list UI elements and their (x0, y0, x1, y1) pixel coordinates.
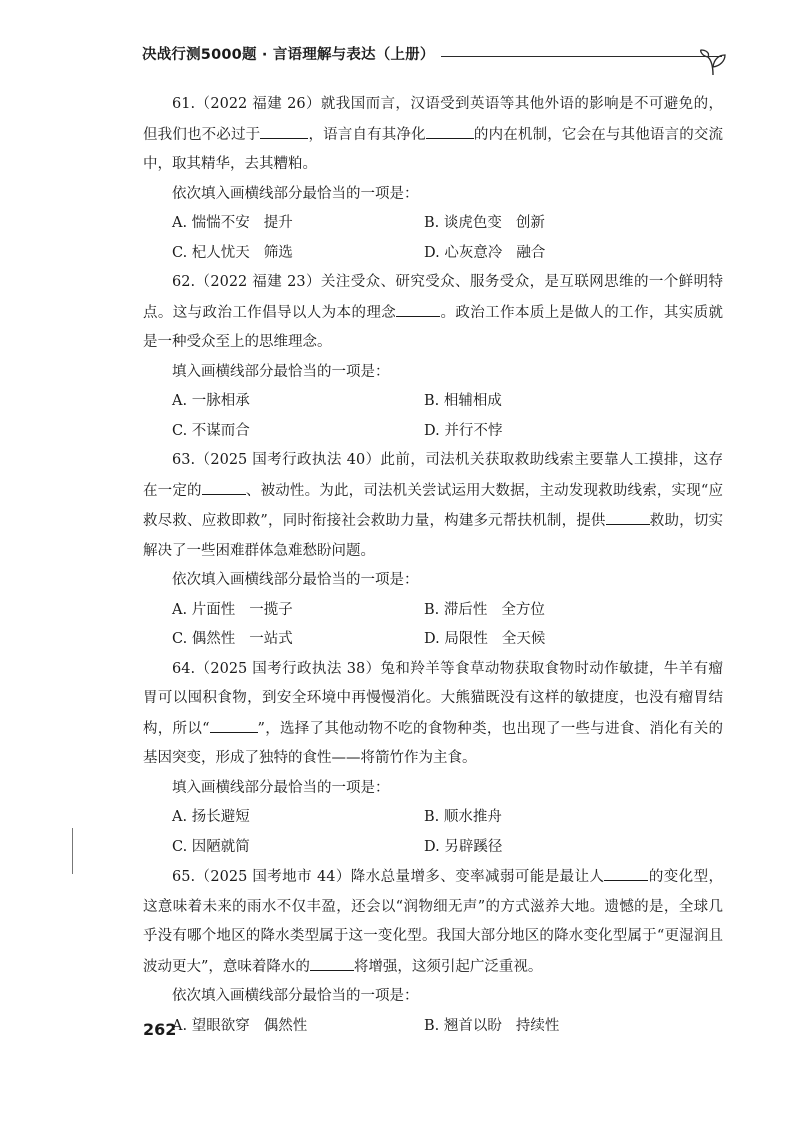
question-prompt: 填入画横线部分最恰当的一项是： (172, 779, 390, 796)
header-title: 决战行测5000题 · 言语理解与表达（上册） (142, 46, 435, 63)
question-stem: 62.（2022 福建 23）关注受众、研究受众、服务受众，是互联网思维的一个鲜明特点。这与政治工作倡导以人为本的理念 。政治工作本质上是做人的工作，其实质就是一种受众至上的思维理念。 (143, 274, 724, 350)
answer-blank (202, 476, 246, 495)
option-b: B. 谈虎色变 创新 (424, 215, 545, 231)
answer-blank (426, 120, 474, 139)
option-a: A. 惴惴不安 提升 (172, 215, 293, 231)
question-65 (143, 862, 723, 1041)
option-a: A. 望眼欲穿 偶然性 (172, 1017, 308, 1034)
option-c: C. 杞人忧天 筛选 (172, 244, 293, 261)
options-row (143, 625, 723, 655)
question-63 (143, 446, 723, 655)
question-prompt: 依次填入画横线部分最恰当的一项是： (172, 988, 419, 1004)
option-a: A. 片面性 一揽子 (172, 601, 293, 618)
question-prompt: 填入画横线部分最恰当的一项是： (172, 363, 390, 380)
answer-blank (310, 952, 354, 971)
answer-blank (210, 714, 258, 733)
option-b: B. 相辅相成 (424, 393, 502, 409)
question-61 (143, 90, 723, 268)
question-62 (143, 268, 723, 446)
options-row (143, 387, 723, 417)
option-b: B. 滞后性 全方位 (424, 601, 545, 618)
options-row (143, 417, 723, 447)
options-row (143, 1012, 723, 1042)
sprout-icon (698, 49, 728, 77)
question-prompt: 依次填入画横线部分最恰当的一项是： (172, 572, 419, 588)
option-b: B. 顺水推舟 (424, 809, 502, 825)
page-number: 262 (143, 1020, 177, 1039)
answer-blank (396, 298, 440, 317)
question-stem: 65.（2025 国考地市 44）降水总量增多、变率减弱可能是最让人 的变化型，这意味着未来的雨水不仅丰盈，还会以“润物细无声”的方式滋养大地。遗憾的是，全球几乎没有哪个地区的降水类型属于这一变化型。我国大部分地区的降水变化型属于“更湿润且波动更大”，意味着降水的 将增强，这须引起广泛重视。 (143, 862, 723, 982)
options-row (143, 239, 723, 269)
options-row (143, 209, 723, 239)
option-a: A. 一脉相承 (172, 393, 250, 409)
option-a: A. 扬长避短 (172, 809, 250, 825)
option-d: D. 局限性 全天候 (424, 631, 546, 647)
options-row (143, 803, 723, 833)
options-row (143, 833, 723, 863)
option-d: D. 心灰意冷 融合 (424, 244, 546, 261)
option-d: D. 另辟蹊径 (424, 838, 503, 855)
option-c: C. 偶然性 一站式 (172, 631, 293, 647)
question-list (143, 90, 723, 1041)
question-stem: 64.（2025 国考行政执法 38）兔和羚羊等食草动物获取食物时动作敏捷，牛羊有瘤胃可以囤积食物，到安全环境中再慢慢消化。大熊猫既没有这样的敏捷度，也没有瘤胃结构，所以“ ”，选择了其他动物不吃的食物种类，也出现了一些与进食、消化有关的基因突变，形成了独特的食性——将箭竹作为主食。 (143, 660, 723, 766)
answer-blank (604, 862, 648, 881)
option-c: C. 因陋就简 (172, 838, 250, 855)
options-row (143, 596, 723, 626)
question-stem: 61.（2022 福建 26）就我国而言，汉语受到英语等其他外语的影响是不可避免的，但我们也不必过于 ，语言自有其净化 的内在机制，它会在与其他语言的交流中，取其精华，去其糟粕。 (143, 96, 724, 172)
option-d: D. 并行不悖 (424, 422, 503, 439)
question-stem: 63.（2025 国考行政执法 40）此前，司法机关获取救助线索主要靠人工摸排，这存在一定的 、被动性。为此，司法机关尝试运用大数据，主动发现救助线索，实现“应救尽救、应救即救”，同时衔接社会救助力量，构建多元帮扶机制，提供 救助，切实解决了一些困难群体急难愁盼问题。 (143, 452, 724, 559)
question-64 (143, 655, 723, 863)
answer-blank (606, 506, 650, 525)
margin-mark (72, 828, 73, 874)
header-rule (441, 56, 722, 57)
option-b: B. 翘首以盼 持续性 (424, 1017, 560, 1034)
running-header (142, 40, 722, 66)
answer-blank (260, 120, 308, 139)
option-c: C. 不谋而合 (172, 422, 250, 439)
question-prompt: 依次填入画横线部分最恰当的一项是： (172, 185, 419, 202)
